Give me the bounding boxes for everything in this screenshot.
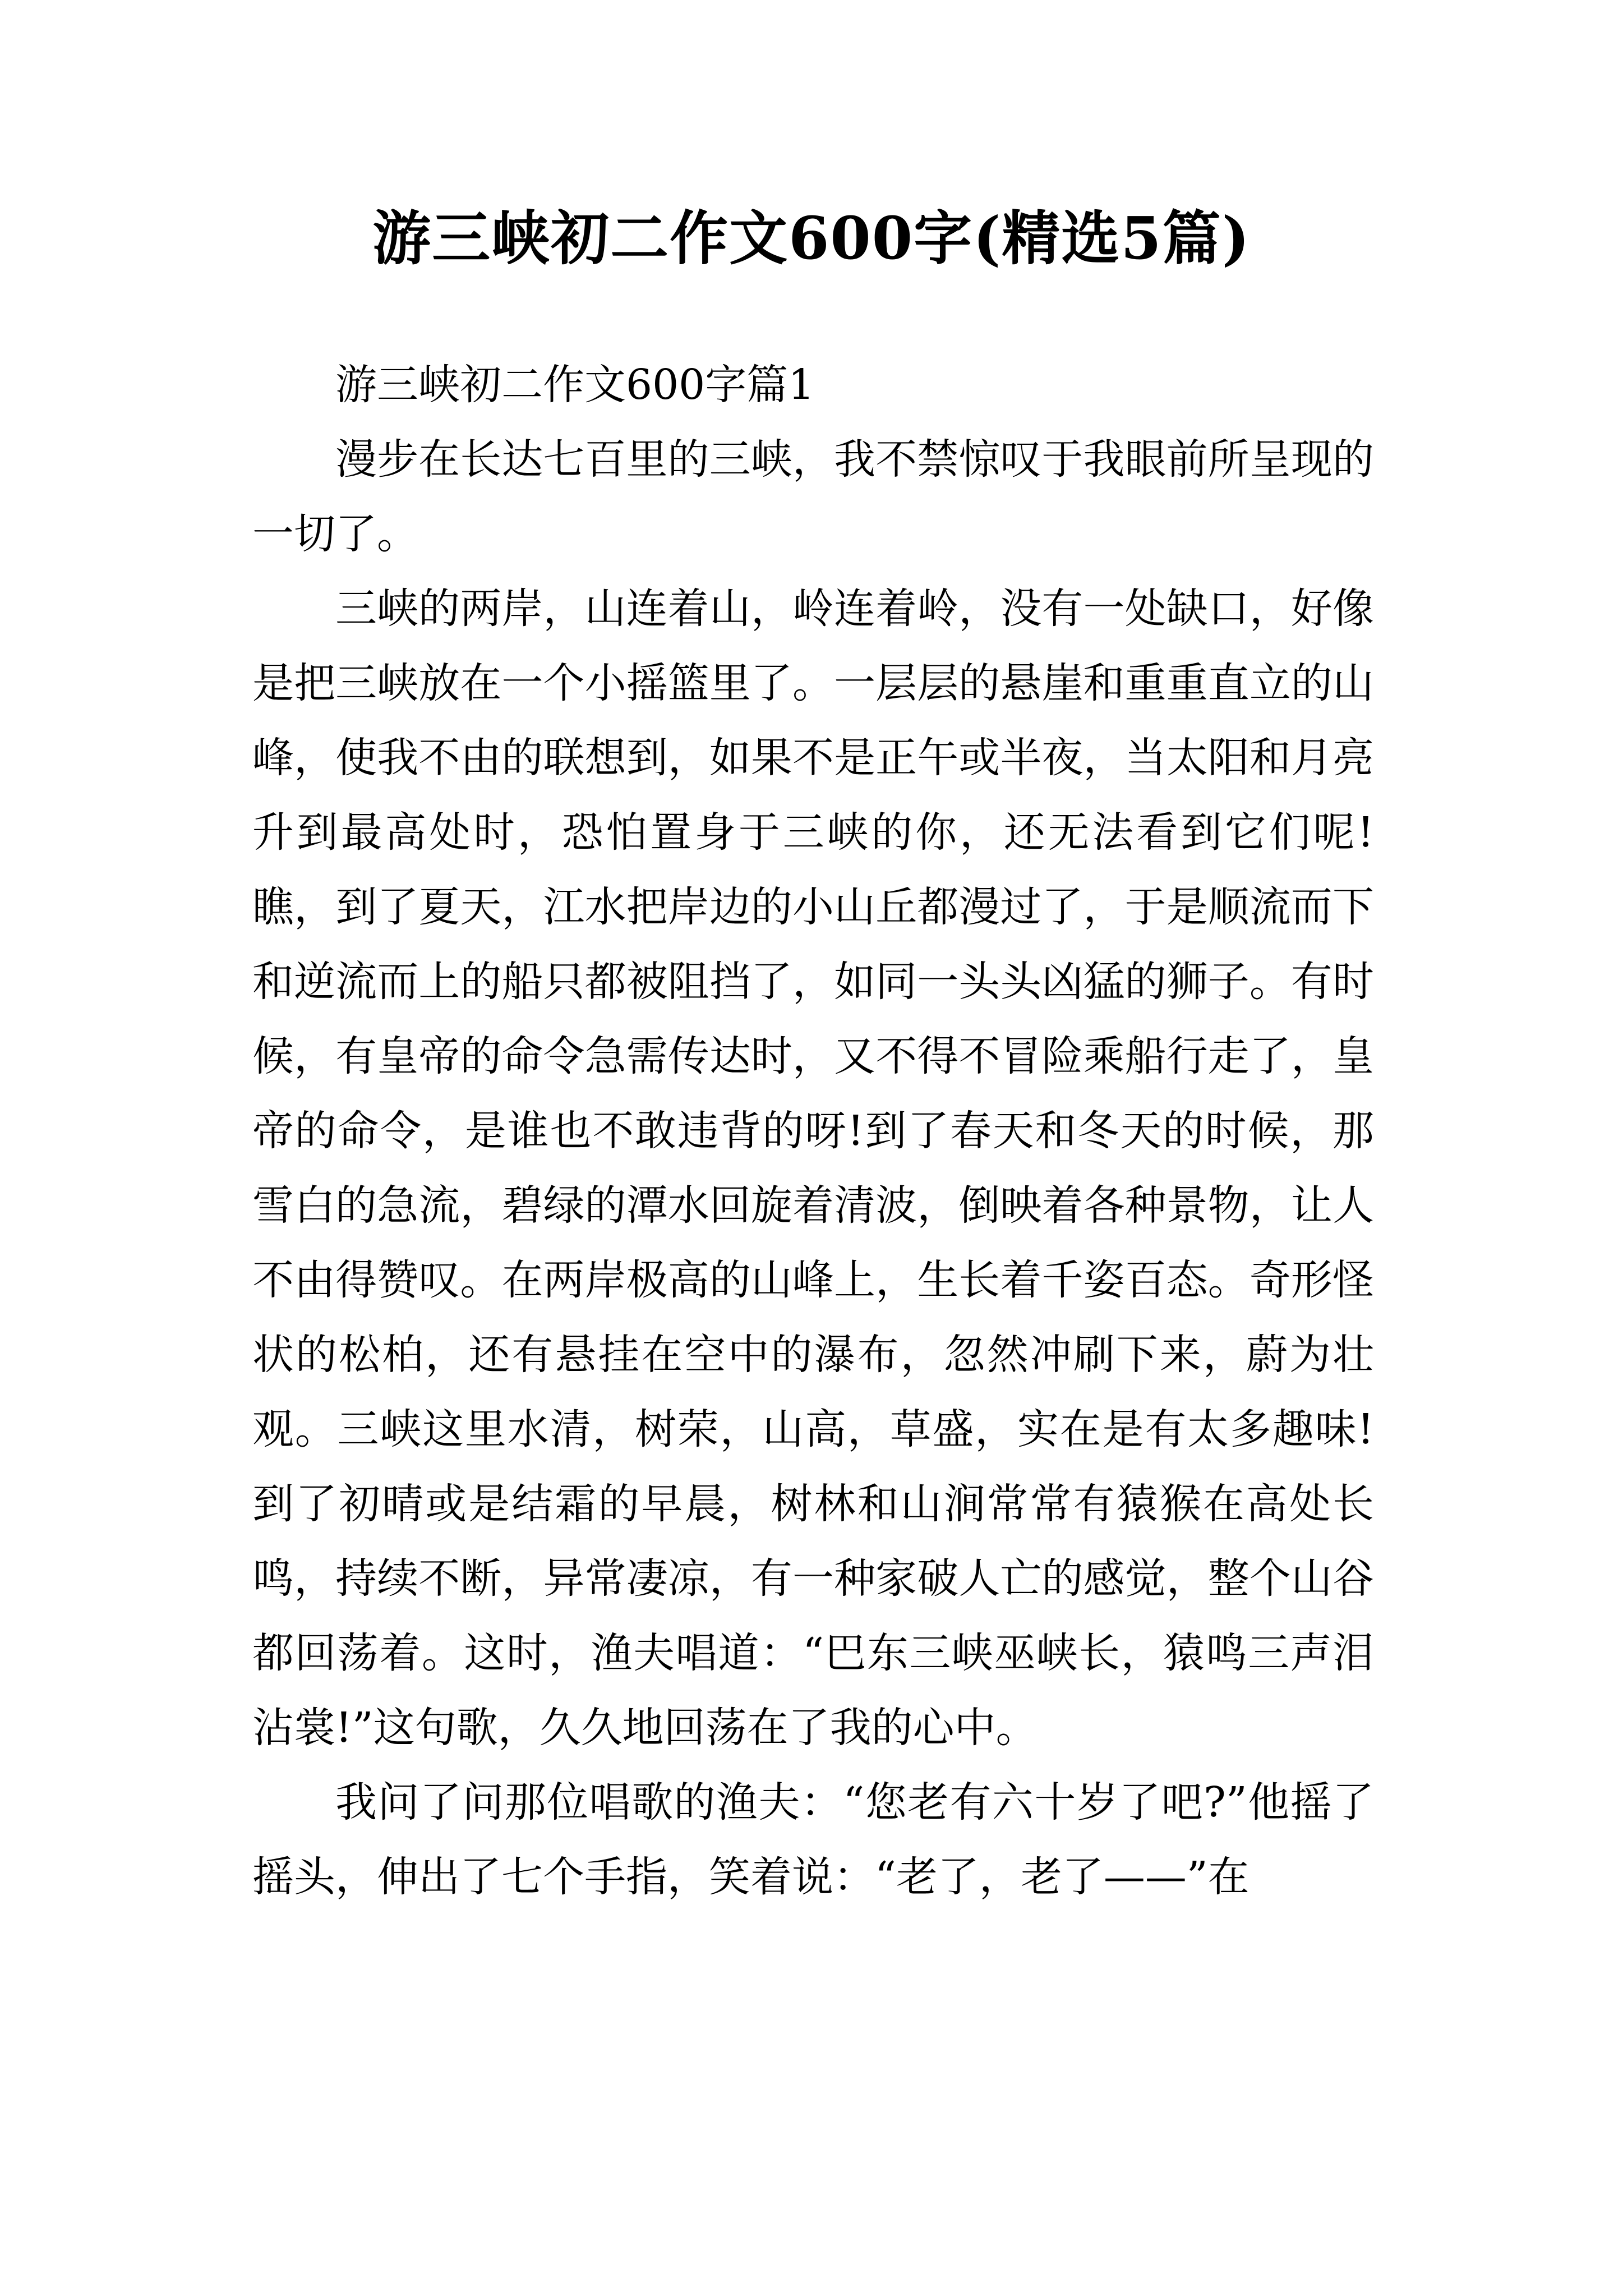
- section-heading: 游三峡初二作文600字篇1: [335, 361, 815, 409]
- body-paragraph: 漫步在长达七百里的三峡，我不禁惊叹于我眼前所呈现的一切了。: [252, 435, 1374, 558]
- document-title: 游三峡初二作文600字(精选5篇): [372, 204, 1251, 273]
- body-paragraph: 三峡的两岸，山连着山，岭连着岭，没有一处缺口，好像是把三峡放在一个小摇篮里了。一层层的悬崖和重重直立的山峰，使我不由的联想到，如果不是正午或半夜，当太阳和月亮升到最高处时，恐怕置身于三峡的你，还无法看到它们呢!瞧，到了夏天，江水把岸边的小山丘都漫过了，于是顺流而下和逆流而上的船只都被阻挡了，如同一头头凶猛的狮子。有时候，有皇帝的命令急需传达时，又不得不冒险乘船行走了，皇帝的命令，是谁也不敢违背的呀!到了春天和冬天的时候，那雪白的急流，碧绿的潭水回旋着清波，倒映着各种景物，让人不由得赞叹。在两岸极高的山峰上，生长着千姿百态。奇形怪状的松柏，还有悬挂在空中的瀑布，忽然冲刷下来，蔚为壮观。三峡这里水清，树荣，山高，草盛，实在是有太多趣味!到了初晴或是结霜的早晨，树林和山涧常常有猿猴在高处长鸣，持续不断，异常凄凉，有一种家破人亡的感觉，整个山谷都回荡着。这时，渔夫唱道：“巴东三峡巫峡长，猿鸣三声泪沾裳!”这句歌，久久地回荡在了我的心中。: [252, 585, 1374, 1752]
- document-body: [252, 348, 1374, 1915]
- body-paragraph: 我问了问那位唱歌的渔夫：“您老有六十岁了吧?”他摇了摇头，伸出了七个手指，笑着说：“老了，老了——”在: [252, 1778, 1374, 1901]
